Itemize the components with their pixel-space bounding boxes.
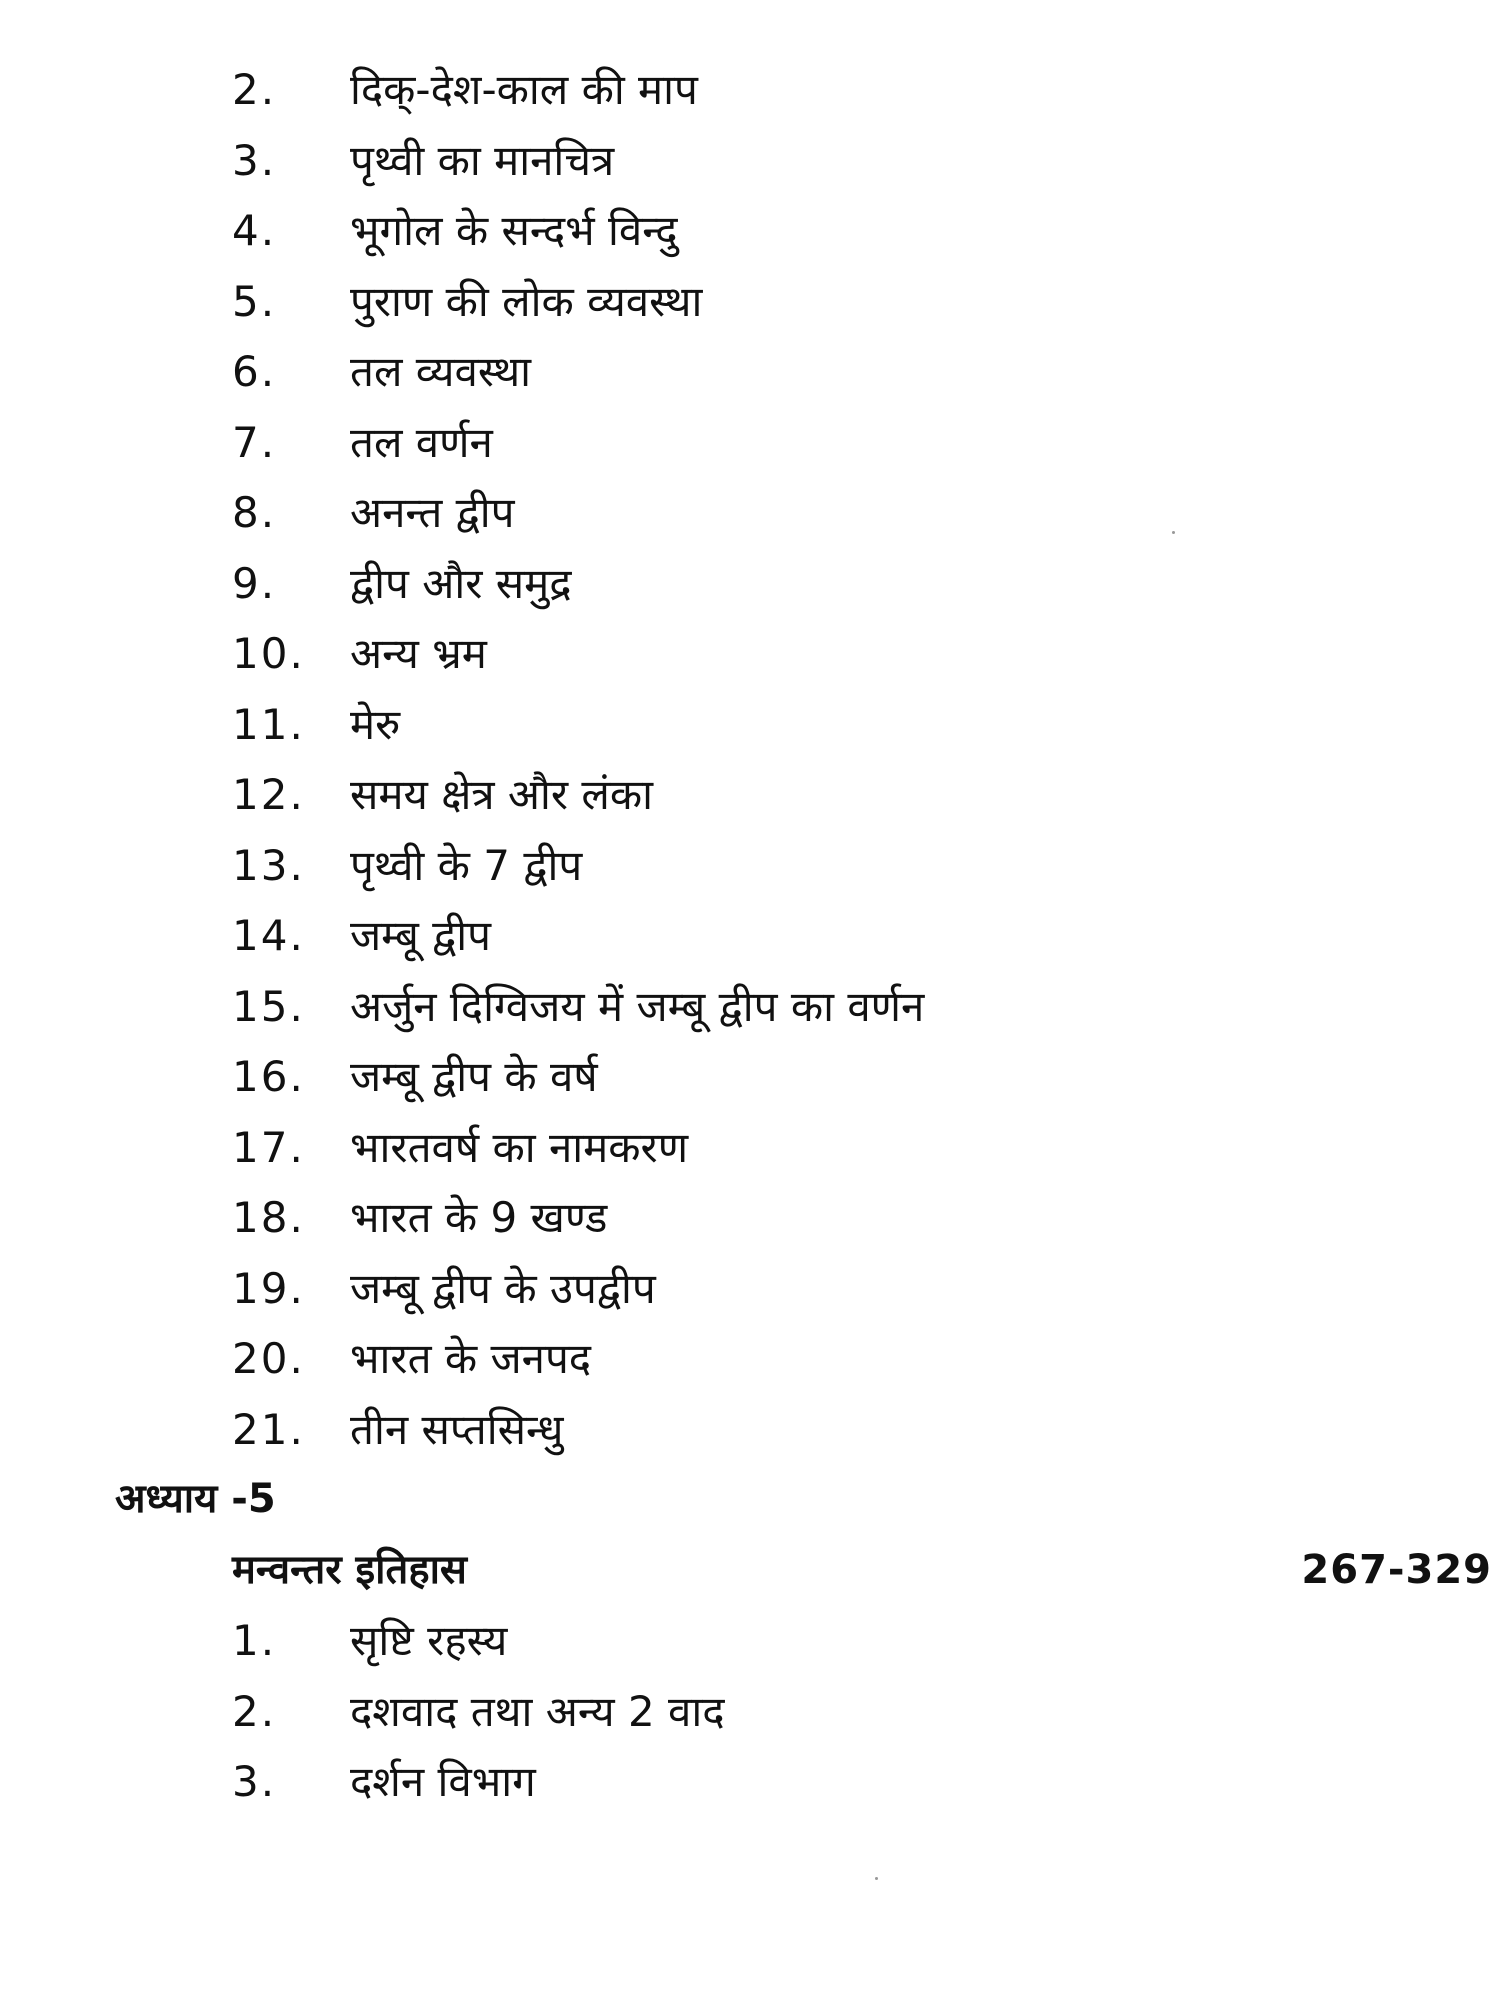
toc-item-number: 6. bbox=[232, 347, 277, 396]
toc-item-number: 3. bbox=[232, 1757, 277, 1806]
toc-item-number: 11. bbox=[232, 699, 305, 749]
toc-item-number: 12. bbox=[232, 770, 305, 819]
toc-item bbox=[0, 1042, 1500, 1113]
toc-item bbox=[0, 1113, 1500, 1184]
toc-item bbox=[0, 831, 1500, 902]
toc-item-title: दिक्-देश-काल की माप bbox=[350, 65, 698, 114]
toc-item-title: तीन सप्तसिन्धु bbox=[350, 1404, 564, 1454]
toc-item-title: भारत के जनपद bbox=[350, 1334, 592, 1383]
toc-item-title: तल वर्णन bbox=[350, 417, 493, 467]
chapter-toc-list bbox=[0, 1606, 1500, 1818]
toc-item-number: 8. bbox=[232, 488, 277, 537]
toc-item bbox=[0, 55, 1500, 126]
toc-item-number: 19. bbox=[232, 1263, 305, 1313]
toc-item bbox=[0, 408, 1500, 479]
toc-list bbox=[0, 55, 1500, 1465]
toc-item-number: 17. bbox=[232, 1122, 305, 1172]
toc-item bbox=[0, 1747, 1500, 1818]
toc-item-number: 3. bbox=[232, 135, 277, 185]
toc-item-number: 2. bbox=[232, 1686, 277, 1736]
toc-item-number: 1. bbox=[232, 1616, 277, 1665]
toc-item-number: 14. bbox=[232, 911, 305, 960]
toc-item bbox=[0, 337, 1500, 408]
toc-item bbox=[0, 972, 1500, 1043]
toc-item bbox=[0, 690, 1500, 761]
scan-speck bbox=[1172, 531, 1175, 534]
toc-item-title: पृथ्वी के 7 द्वीप bbox=[350, 840, 583, 890]
toc-item-number: 7. bbox=[232, 417, 277, 467]
toc-item-number: 4. bbox=[232, 206, 277, 255]
chapter-page-range: 267-329 bbox=[1301, 1547, 1492, 1593]
chapter-label: अध्याय -5 bbox=[115, 1476, 276, 1522]
toc-item-title: जम्बू द्वीप के वर्ष bbox=[350, 1052, 598, 1101]
toc-item-title: दशवाद तथा अन्य 2 वाद bbox=[350, 1686, 725, 1736]
toc-item-title: मेरु bbox=[350, 699, 401, 749]
toc-item-title: जम्बू द्वीप bbox=[350, 911, 492, 960]
toc-item-title: अन्य भ्रम bbox=[350, 629, 487, 678]
toc-item bbox=[0, 267, 1500, 338]
toc-item bbox=[0, 1254, 1500, 1325]
toc-item-number: 5. bbox=[232, 276, 277, 326]
toc-item bbox=[0, 126, 1500, 197]
toc-item-title: भूगोल के सन्दर्भ विन्दु bbox=[350, 206, 678, 255]
toc-item-title: अर्जुन दिग्विजय में जम्बू द्वीप का वर्णन bbox=[350, 981, 925, 1031]
toc-item bbox=[0, 1324, 1500, 1395]
toc-item-number: 20. bbox=[232, 1334, 305, 1383]
toc-item bbox=[0, 1677, 1500, 1748]
toc-item-number: 9. bbox=[232, 558, 277, 608]
toc-item-number: 13. bbox=[232, 840, 305, 890]
toc-item-title: तल व्यवस्था bbox=[350, 347, 532, 396]
toc-item bbox=[0, 901, 1500, 972]
toc-item-number: 16. bbox=[232, 1052, 305, 1101]
toc-item-number: 18. bbox=[232, 1193, 305, 1242]
toc-item bbox=[0, 196, 1500, 267]
scan-speck bbox=[875, 1877, 878, 1880]
toc-item-title: भारतवर्ष का नामकरण bbox=[350, 1122, 689, 1172]
toc-item-number: 21. bbox=[232, 1404, 305, 1454]
toc-item-title: भारत के 9 खण्ड bbox=[350, 1193, 608, 1242]
toc-item bbox=[0, 760, 1500, 831]
toc-item-title: समय क्षेत्र और लंका bbox=[350, 770, 653, 819]
toc-item-title: पृथ्वी का मानचित्र bbox=[350, 135, 615, 185]
toc-item-title: अनन्त द्वीप bbox=[350, 488, 515, 537]
chapter-heading: मन्वन्तर इतिहास bbox=[232, 1547, 467, 1593]
toc-item-number: 2. bbox=[232, 65, 277, 114]
toc-item bbox=[0, 1395, 1500, 1466]
toc-item-title: पुराण की लोक व्यवस्था bbox=[350, 276, 703, 326]
toc-item-number: 15. bbox=[232, 981, 305, 1031]
toc-item-title: जम्बू द्वीप के उपद्वीप bbox=[350, 1263, 656, 1313]
toc-item-number: 10. bbox=[232, 629, 305, 678]
toc-item-title: दर्शन विभाग bbox=[350, 1757, 536, 1806]
toc-item bbox=[0, 549, 1500, 620]
toc-item-title: सृष्टि रहस्य bbox=[350, 1616, 508, 1665]
toc-item bbox=[0, 1183, 1500, 1254]
toc-item-title: द्वीप और समुद्र bbox=[350, 558, 572, 608]
toc-item bbox=[0, 478, 1500, 549]
toc-item bbox=[0, 1606, 1500, 1677]
toc-item bbox=[0, 619, 1500, 690]
